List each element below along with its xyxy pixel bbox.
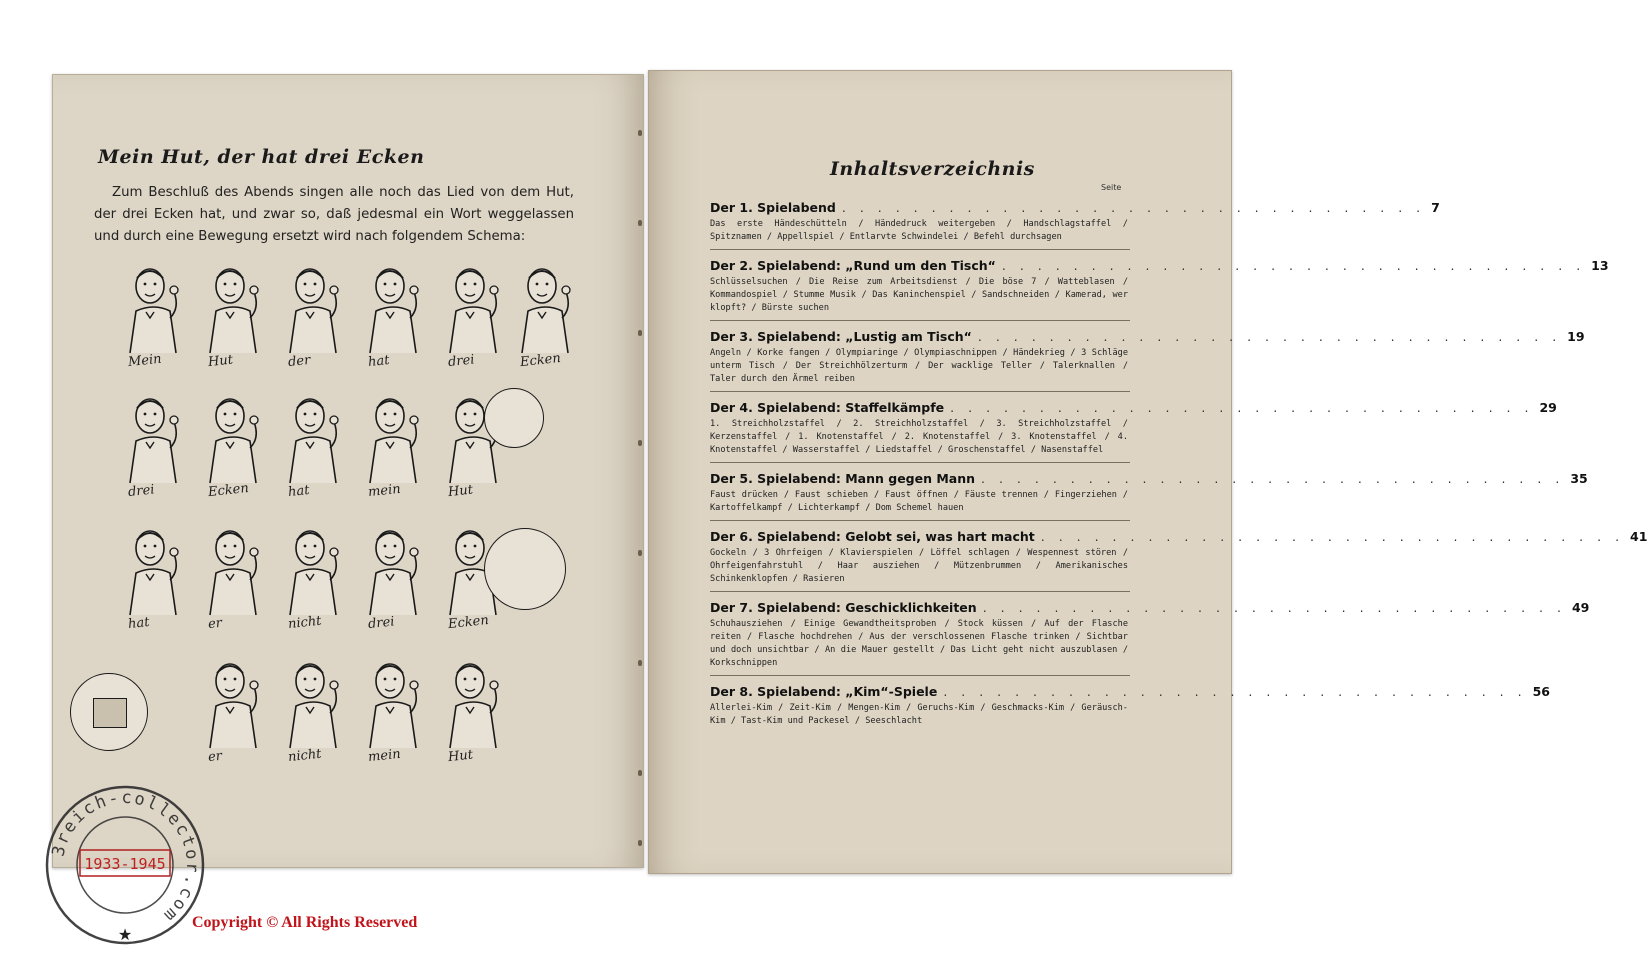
gesture-figure	[272, 520, 338, 640]
toc-entry-games: Das erste Händeschütteln / Händedruck weitergeben / Handschlagstaffel / Spitznamen / Appellspiel / Entlarvte Schwindelei / Befehl durchsagen	[710, 219, 1128, 242]
toc-page-number: 19	[1567, 329, 1585, 344]
stamp-ring-text: 3reich-collector.com	[48, 787, 203, 927]
toc-entry-games: 1. Streichholzstaffel / 2. Streichholzstaffel / 3. Streichholzstaffel / Kerzenstaffel / 1. Knotenstaffel / 2. Knotenstaffel / 3. Knotenstaffel / 4. Knotenstaffel / Wasserstaffel / Liedstaffel / Groschenstaffel / Nasenstaffel	[710, 419, 1128, 455]
toc-entry	[710, 256, 1609, 321]
toc-entry-title: Der 6. Spielabend: Gelobt sei, was hart macht	[710, 529, 1035, 544]
figure-word: Ecken	[207, 480, 250, 501]
gesture-figure	[112, 388, 178, 508]
figure-word: nicht	[287, 746, 323, 766]
gesture-figure	[112, 258, 178, 378]
left-page-intro	[94, 182, 574, 248]
toc-entry-title: Der 4. Spielabend: Staffelkämpfe	[710, 400, 945, 415]
gesture-figure	[432, 653, 498, 773]
toc-entry	[710, 198, 1440, 250]
figure-word: Ecken	[447, 612, 490, 633]
stitch-hole	[638, 770, 642, 776]
toc-entry-games: Gockeln / 3 Ohrfeigen / Klavierspielen / Löffel schlagen / Wespennest stören / Ohrfeigenfahrstuhl / Haar ausziehen / Mützenbrummen / Amerikanisches Schinkenklopfen / Rasieren	[710, 548, 1128, 584]
stitch-hole	[638, 550, 642, 556]
intro-paragraph: Zum Beschluß des Abends singen alle noch das Lied von dem Hut, der drei Ecken hat, und zwar so, daß jedesmal ein Wort weggelassen und durch eine Bewegung ersetzt wird nach folgendem Schema:	[94, 185, 574, 244]
gesture-figure	[192, 520, 258, 640]
gesture-figure	[272, 388, 338, 508]
toc-page-number: 49	[1571, 600, 1590, 615]
toc-entry	[710, 327, 1585, 392]
stitch-hole	[638, 840, 642, 846]
figure-word: Ecken	[519, 350, 562, 371]
toc-entry-title: Der 3. Spielabend: „Lustig am Tisch“	[710, 329, 972, 344]
toc-entry-heading	[710, 682, 1551, 702]
toc-entry	[710, 682, 1551, 733]
stitch-hole	[638, 130, 642, 136]
figure-word: hat	[287, 482, 311, 501]
figure-word: drei	[447, 352, 476, 371]
gesture-figure	[192, 258, 258, 378]
gesture-figure	[112, 520, 178, 640]
toc-page-number: 13	[1591, 258, 1609, 273]
toc-entry-games: Allerlei-Kim / Zeit-Kim / Mengen-Kim / Geruchs-Kim / Geschmacks-Kim / Geräusch-Kim / Tast-Kim und Packesel / Seeschlacht	[710, 703, 1128, 726]
toc-page-number: 56	[1532, 684, 1551, 699]
toc-entry-title: Der 7. Spielabend: Geschicklichkeiten	[710, 600, 977, 615]
figure-word: mein	[367, 746, 402, 766]
gesture-figure	[352, 520, 418, 640]
toc-entry-title: Der 2. Spielabend: „Rund um den Tisch“	[710, 258, 996, 273]
copyright-notice: Copyright © All Rights Reserved	[192, 914, 418, 931]
toc-entry-heading	[710, 256, 1609, 276]
figure-row	[112, 653, 572, 773]
figure-row	[112, 388, 572, 508]
toc-leader-dots: . . . . . . . . . . . . . . . . . . . . . . . . . . . . . . . . .	[943, 684, 1527, 699]
toc-leader-dots: . . . . . . . . . . . . . . . . . . . . . . . . . . . . . . . . .	[982, 600, 1566, 615]
toc-entry-heading	[710, 469, 1588, 489]
toc-page-number: 7	[1431, 200, 1440, 215]
toc-entry-games: Schlüsselsuchen / Die Reise zum Arbeitsdienst / Die böse 7 / Watteblasen / Kommandospiel / Stumme Musik / Das Kaninchenspiel / Sandschneiden / Kamerad, wer klopft? / Bürste suchen	[710, 277, 1128, 313]
toc-entry-title: Der 1. Spielabend	[710, 200, 836, 215]
star-icon: ★	[117, 925, 133, 944]
stitch-hole	[638, 660, 642, 666]
seite-label: Seite	[1101, 183, 1122, 192]
figure-word: drei	[367, 614, 396, 633]
spine-stitching	[636, 80, 646, 860]
gesture-figure	[272, 653, 338, 773]
collector-stamp	[40, 780, 210, 950]
toc-entry-heading	[710, 198, 1440, 218]
figure-word: Hut	[207, 352, 234, 371]
gesture-figure	[352, 388, 418, 508]
figure-word: Hut	[447, 747, 474, 766]
toc-page-number: 35	[1570, 471, 1588, 486]
gesture-figure	[192, 388, 258, 508]
toc-entry-games: Schuhausziehen / Einige Gewandtheitsproben / Stock küssen / Auf der Flasche reiten / Flasche hochdrehen / Aus der verschlossenen Flasche trinken / Sichtbar und doch unsichtbar / An die Mauer gestellt / Das Licht geht nicht auszublasen / Korkschnippen	[710, 619, 1128, 668]
toc-entry-games: Angeln / Korke fangen / Olympiaringe / Olympiaschnippen / Händekrieg / 3 Schläge unterm Tisch / Der Streichhölzerturm / Der wacklige Teller / Talerknallen / Taler durch den Ärmel reiben	[710, 348, 1128, 384]
toc-entry	[710, 398, 1557, 463]
figure-word: hat	[367, 352, 391, 371]
left-page-title: Mein Hut, der hat drei Ecken	[98, 146, 425, 168]
toc-entry-games: Faust drücken / Faust schieben / Faust öffnen / Fäuste trennen / Fingerziehen / Kartoffelkampf / Lichterkampf / Dom Schemel hauen	[710, 490, 1128, 513]
table-of-contents	[710, 198, 1647, 739]
toc-leader-dots: . . . . . . . . . . . . . . . . . . . . . . . . . . . . . . . . .	[841, 200, 1426, 215]
toc-entry-title: Der 8. Spielabend: „Kim“-Spiele	[710, 684, 938, 699]
figure-word: mein	[367, 481, 402, 501]
box-medallion	[70, 673, 148, 751]
toc-entry	[710, 469, 1588, 521]
figure-word: Hut	[447, 482, 474, 501]
toc-entry-title: Der 5. Spielabend: Mann gegen Mann	[710, 471, 976, 486]
figure-word: er	[207, 615, 223, 633]
gesture-figure	[504, 258, 570, 378]
toc-entry	[710, 527, 1647, 592]
gesture-figures	[112, 258, 572, 778]
figure-word: Mein	[127, 351, 163, 371]
toc-leader-dots: . . . . . . . . . . . . . . . . . . . . . . . . . . . . . . . . .	[1040, 529, 1625, 544]
figure-row	[112, 258, 572, 378]
stitch-hole	[638, 220, 642, 226]
toc-page-number: 41	[1630, 529, 1647, 544]
box-icon	[93, 698, 127, 728]
toc-page-number: 29	[1539, 400, 1557, 415]
figure-word: er	[207, 748, 223, 766]
gesture-figure	[432, 258, 498, 378]
toc-entry-heading	[710, 598, 1590, 618]
dog-medallion	[484, 388, 544, 448]
toc-entry-heading	[710, 527, 1647, 547]
toc-entry-heading	[710, 398, 1557, 418]
stitch-hole	[638, 440, 642, 446]
gesture-figure	[352, 653, 418, 773]
figure-word: hat	[127, 614, 151, 633]
figure-word: der	[287, 352, 312, 371]
stamp-years: 1933-1945	[84, 855, 166, 873]
gesture-figure	[272, 258, 338, 378]
toc-leader-dots: . . . . . . . . . . . . . . . . . . . . . . . . . . . . . . . . .	[981, 471, 1565, 486]
gesture-figure	[352, 258, 418, 378]
toc-leader-dots: . . . . . . . . . . . . . . . . . . . . . . . . . . . . . . . . .	[950, 400, 1534, 415]
toc-title: Inhaltsverzeichnis	[830, 158, 1035, 180]
stitch-hole	[638, 330, 642, 336]
gesture-figure	[192, 653, 258, 773]
toc-leader-dots: . . . . . . . . . . . . . . . . . . . . . . . . . . . . . . . . .	[1001, 258, 1586, 273]
toc-leader-dots: . . . . . . . . . . . . . . . . . . . . . . . . . . . . . . . . .	[977, 329, 1562, 344]
figure-row	[112, 520, 572, 640]
figure-word: drei	[127, 482, 156, 501]
bird-medallion	[484, 528, 566, 610]
toc-entry-heading	[710, 327, 1585, 347]
figure-word: nicht	[287, 613, 323, 633]
toc-entry	[710, 598, 1590, 676]
